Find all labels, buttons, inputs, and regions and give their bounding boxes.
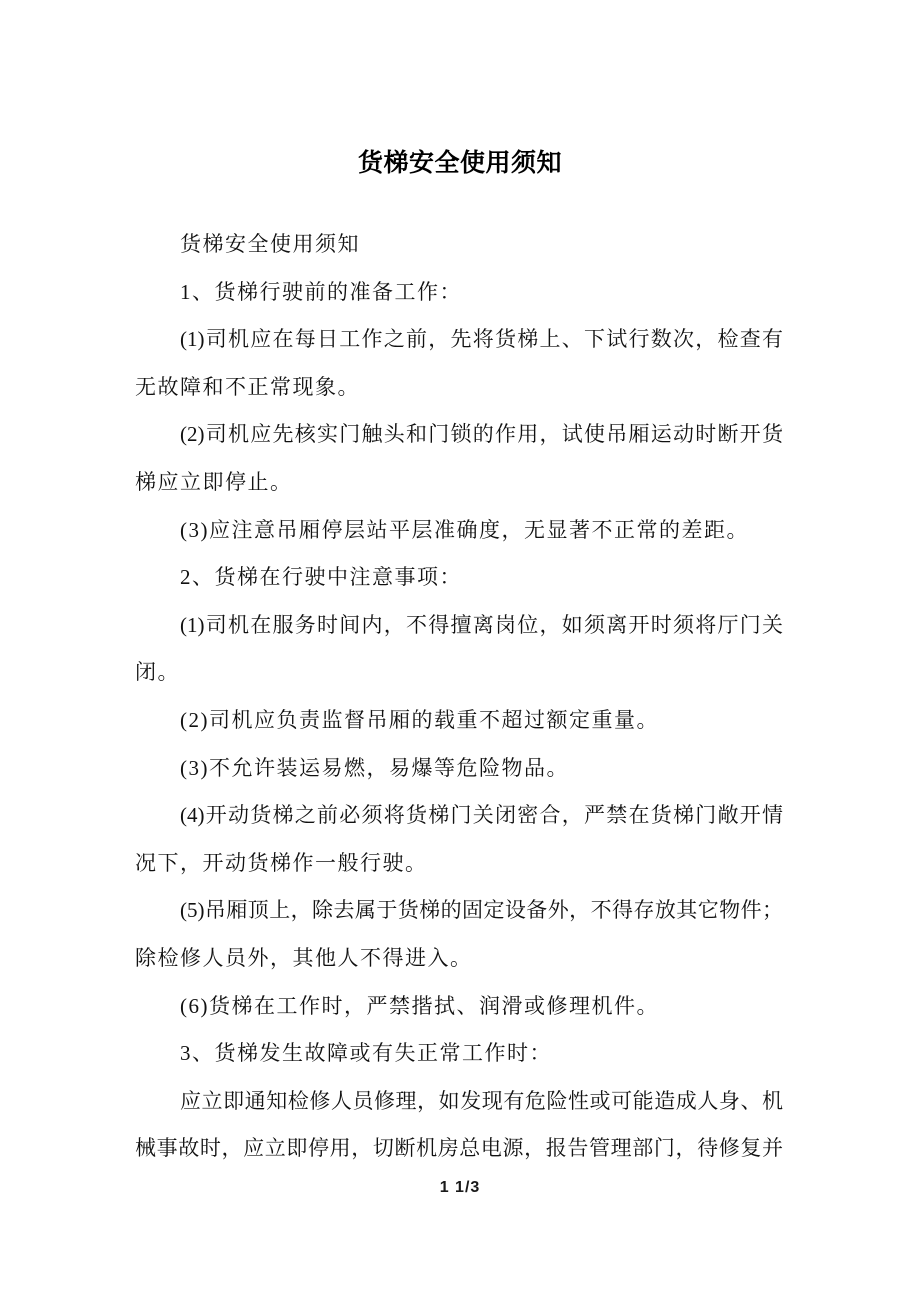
page-number-indicator: 1 1/3 (439, 1179, 481, 1196)
text-line: (3)不允许装运易燃，易爆等危险物品。 (180, 755, 569, 780)
text-line: 3、货梯发生故障或有失正常工作时： (180, 1041, 552, 1066)
text-line: 应立即通知检修人员修理，如发现有危险性或可能造成人身、机 (180, 1088, 783, 1113)
text-line: 械事故时，应立即停用，切断机房总电源，报告管理部门，待修复并 (135, 1136, 783, 1161)
text-line: 闭。 (135, 660, 180, 685)
text-line: (3)应注意吊厢停层站平层准确度，无显著不正常的差距。 (180, 517, 749, 542)
text-line: (2)司机应负责监督吊厢的载重不超过额定重量。 (180, 707, 659, 732)
text-line: (5)吊厢顶上，除去属于货梯的固定设备外，不得存放其它物件； (180, 898, 783, 923)
text-line: (4)开动货梯之前必须将货梯门关闭密合，严禁在货梯门敞开情 (180, 803, 783, 828)
text-line: (1)司机在服务时间内，不得擅离岗位，如须离开时须将厅门关 (180, 612, 783, 637)
text-line: 货梯安全使用须知 (180, 232, 360, 256)
text-line: (1)司机应在每日工作之前，先将货梯上、下试行数次，检查有 (180, 327, 783, 352)
document-title: 货梯安全使用须知 (357, 150, 562, 177)
text-line: 无故障和不正常现象。 (135, 374, 360, 399)
text-line: (2)司机应先核实门触头和门锁的作用，试使吊厢运动时断开货 (180, 422, 783, 447)
document-body (135, 221, 783, 1173)
text-line: 梯应立即停止。 (135, 469, 293, 494)
text-line: (6)货梯在工作时，严禁揩拭、润滑或修理机件。 (180, 993, 659, 1018)
text-line: 2、货梯在行驶中注意事项： (180, 565, 462, 590)
text-line: 1、货梯行驶前的准备工作： (180, 279, 462, 304)
text-line: 况下，开动货梯作一般行驶。 (135, 850, 428, 875)
text-line: 除检修人员外，其他人不得进入。 (135, 945, 473, 970)
